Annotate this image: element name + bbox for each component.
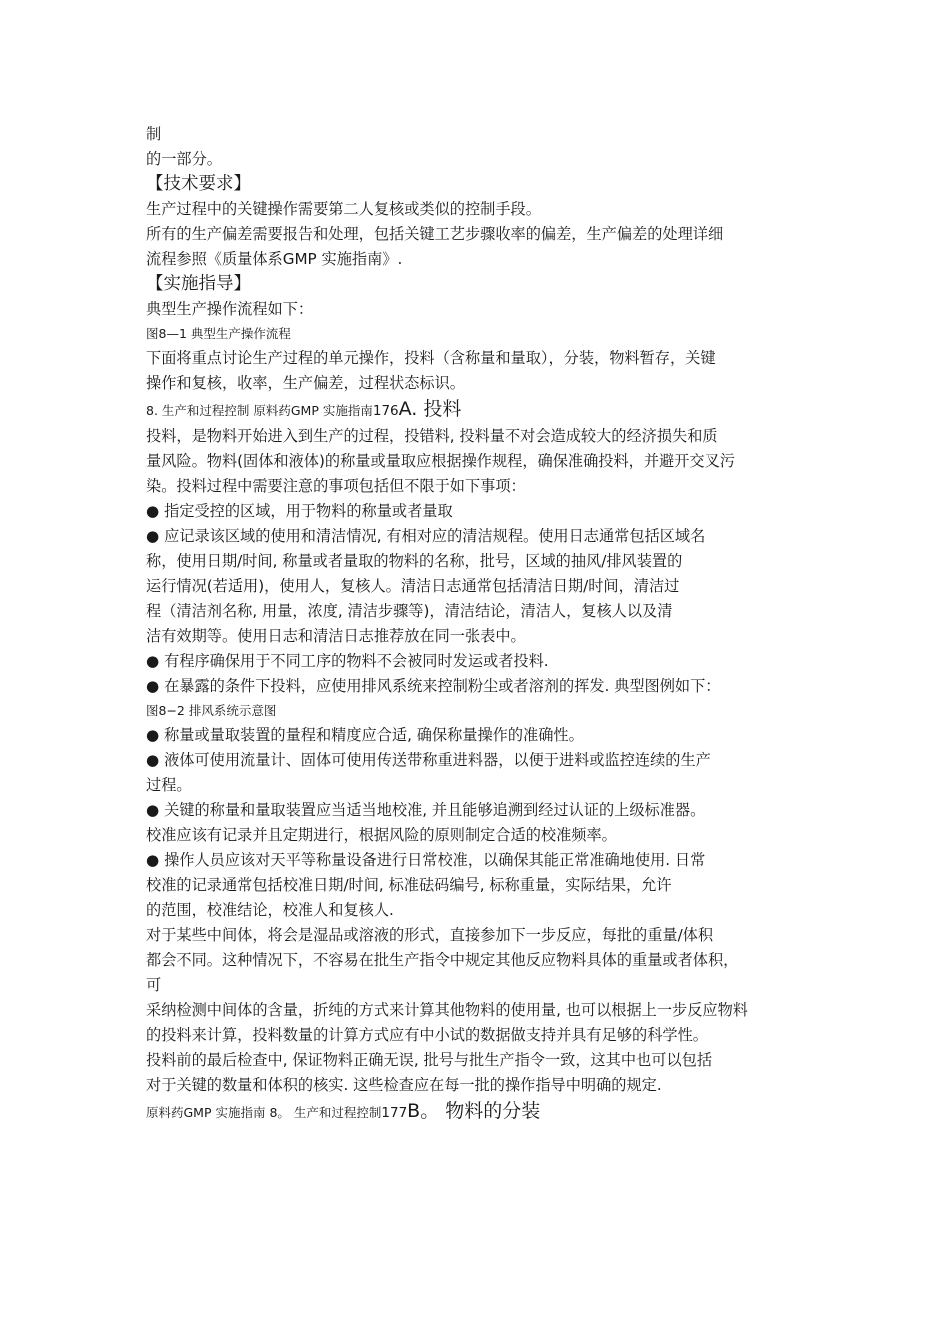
text-line: 生产过程中的关键操作需要第二人复核或类似的控制手段。 — [146, 200, 541, 218]
text-line: 下面将重点讨论生产过程的单元操作，投料（含称量和量取），分装，物料暂存，关键 — [146, 349, 716, 367]
text-line: 运行情况(若适用)，使用人，复核人。清洁日志通常包括清洁日期/时间，清洁过 — [146, 577, 680, 595]
text-line: 投料前的最后检查中, 保证物料正确无误, 批号与批生产指令一致，这其中也可以包括 — [146, 1051, 713, 1069]
text-line: ● 应记录该区域的使用和清洁情况, 有相对应的清洁规程。使用日志通常包括区域名 — [146, 527, 706, 545]
text-line: ● 操作人员应该对天平等称量设备进行日常校准，以确保其能正常准确地使用. 日常 — [146, 851, 706, 869]
section-heading: B。 物料的分装 — [407, 1100, 541, 1122]
text-line: 对于某些中间体，将会是湿品或溶液的形式，直接参加下一步反应，每批的重量/体积 — [146, 926, 714, 944]
text-line: 都会不同。这种情况下，不容易在批生产指令中规定其他反应物料具体的重量或者体积， — [146, 951, 739, 969]
text-line: 投料，是物料开始进入到生产的过程，投错料, 投料量不对会造成较大的经济损失和质 — [146, 427, 718, 445]
caption-line: 原料药GMP 实施指南 8。 生产和过程控制 — [146, 1105, 382, 1120]
text-line: ● 指定受控的区域，用于物料的称量或者量取 — [146, 502, 453, 520]
text-line: 量风险。物料(固体和液体)的称量或量取应根据操作规程，确保准确投料，并避开交叉污 — [146, 452, 735, 470]
text-line: 校准的记录通常包括校准日期/时间, 标准砝码编号, 标称重量，实际结果，允许 — [146, 876, 672, 894]
text-line: ● 液体可使用流量计、固体可使用传送带称重进料器，以便于进料或监控连续的生产 — [146, 751, 711, 769]
text-line: 的投料来计算，投料数量的计算方式应有中小试的数据做支持并具有足够的科学性。 — [146, 1026, 708, 1044]
section-heading: 【实施指导】 — [146, 274, 251, 294]
section-heading: A. 投料 — [398, 398, 462, 420]
text-line: ● 在暴露的条件下投料，应使用排风系统来控制粉尘或者溶剂的挥发. 典型图例如下： — [146, 677, 721, 695]
text-line: 的范围，校准结论，校准人和复核人. — [146, 901, 394, 919]
text-line: 染。投料过程中需要注意的事项包括但不限于如下事项： — [146, 477, 526, 495]
text-line: ● 关键的称量和量取装置应当适当地校准, 并且能够追溯到经过认证的上级标准器。 — [146, 801, 706, 819]
text-line: ● 称量或量取装置的量程和精度应合适, 确保称量操作的准确性。 — [146, 726, 584, 744]
text-line: 对于关键的数量和体积的核实. 这些检查应在每一批的操作指导中明确的规定. — [146, 1076, 662, 1094]
text-line: 过程。 — [146, 776, 192, 794]
caption-line: 图8−2 排风系统示意图 — [146, 703, 277, 718]
text-line: 洁有效期等。使用日志和清洁日志推荐放在同一张表中。 — [146, 627, 526, 645]
text-line: ● 有程序确保用于不同工序的物料不会被同时发运或者投料. — [146, 652, 549, 670]
text-line: 所有的生产偏差需要报告和处理，包括关键工艺步骤收率的偏差，生产偏差的处理详细 — [146, 225, 724, 243]
page-number: 177 — [381, 1105, 408, 1121]
text-line: 采纳检测中间体的含量，折纯的方式来计算其他物料的使用量, 也可以根据上一步反应物料 — [146, 1001, 748, 1019]
text-line: 可 — [146, 976, 162, 994]
text-line: 制 — [146, 125, 162, 143]
text-line: 操作和复核，收率，生产偏差，过程状态标识。 — [146, 374, 465, 392]
text-line: 校准应该有记录并且定期进行，根据风险的原则制定合适的校准频率。 — [146, 826, 617, 844]
text-line: 程（清洁剂名称, 用量，浓度, 清洁步骤等)，清洁结论，清洁人，复核人以及清 — [146, 602, 673, 620]
caption-line: 图8—1 典型生产操作流程 — [146, 326, 291, 341]
caption-line: 8. 生产和过程控制 原料药GMP 实施指南 — [146, 403, 373, 418]
page-number: 176 — [372, 403, 399, 419]
text-line: 典型生产操作流程如下： — [146, 300, 314, 318]
text-line: 称，使用日期/时间, 称量或者量取的物料的名称，批号，区域的抽风/排风装置的 — [146, 552, 683, 570]
text-line: 流程参照《质量体系GMP 实施指南》. — [146, 250, 403, 268]
section-heading: 【技术要求】 — [146, 174, 251, 194]
text-line: 的一部分。 — [146, 150, 222, 168]
document-page — [146, 122, 826, 1126]
